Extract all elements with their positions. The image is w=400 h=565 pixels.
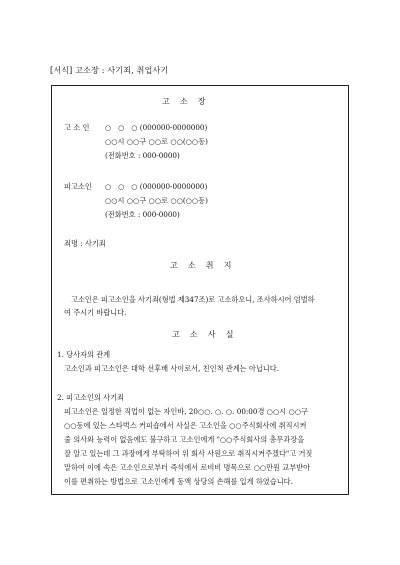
section-2-title: 2. 피고소인의 사기죄 [57, 393, 124, 402]
purpose-line-2: 여 주시기 바랍니다. [64, 308, 127, 317]
accused-address: ○○시 ○○구 ○○로 ○○(○○동) [105, 196, 208, 205]
complainant-address: ○○시 ○○구 ○○로 ○○(○○동) [105, 137, 208, 146]
complainant-label: 고 소 인 [64, 123, 90, 132]
section-2-line: 피고소인은 일정한 직업이 없는 자인바, 20○○. ○. ○. 00:00경 ○○시 ○○구 [64, 407, 308, 416]
section-1-title: 1. 당사자의 관계 [57, 350, 111, 359]
section-2-line: ○○동에 있는 스타벅스 커피숍에서 사실은 고소인을 ○○주식회사에 취직시켜 [64, 421, 307, 430]
complainant-name: ○ ○ ○ (000000-0000000) [105, 123, 208, 132]
section-1-line: 고소인과 피고소인은 대학 선후배 사이로서, 친인척 관계는 아닙니다. [64, 364, 279, 373]
section-2-line: 말하여 이에 속은 고소인으로부터 즉석에서 로비비 명목으로 ○○만원 교부받아 [64, 463, 311, 472]
section-2-line: 이를 편취하는 방법으로 고소인에게 동액 상당의 손해를 입게 하였습니다. [64, 477, 293, 486]
complainant-phone: (전화번호 : 000-0000) [105, 151, 180, 160]
accused-name: ○ ○ ○ (000000-0000000) [105, 182, 208, 191]
section-2-line: 줄 의사와 능력이 없음에도 불구하고 고소인에게 "○○주식회사의 총무과장을 [64, 435, 305, 444]
form-caption: [서식] 고소장 : 사기죄, 취업사기 [50, 66, 169, 75]
facts-heading: 고 소 사 실 [172, 330, 234, 339]
purpose-heading: 고 소 취 지 [170, 261, 232, 270]
complaint-document [51, 85, 349, 495]
section-2-line: 잘 알고 있는데 그 과장에게 부탁하여 위 회사 사원으로 취직시켜주겠다"고 거짓 [64, 449, 313, 458]
charge-name: 죄명 : 사기죄 [64, 239, 106, 248]
document-title: 고 소 장 [162, 97, 206, 106]
accused-phone: (전화번호 : 000-0000) [105, 210, 180, 219]
purpose-line-1: 고소인은 피고소인을 사기죄(형법 제347조)로 고소하오니, 조사하시어 엄벌하 [71, 295, 315, 304]
accused-label: 피고소인 [64, 182, 92, 191]
